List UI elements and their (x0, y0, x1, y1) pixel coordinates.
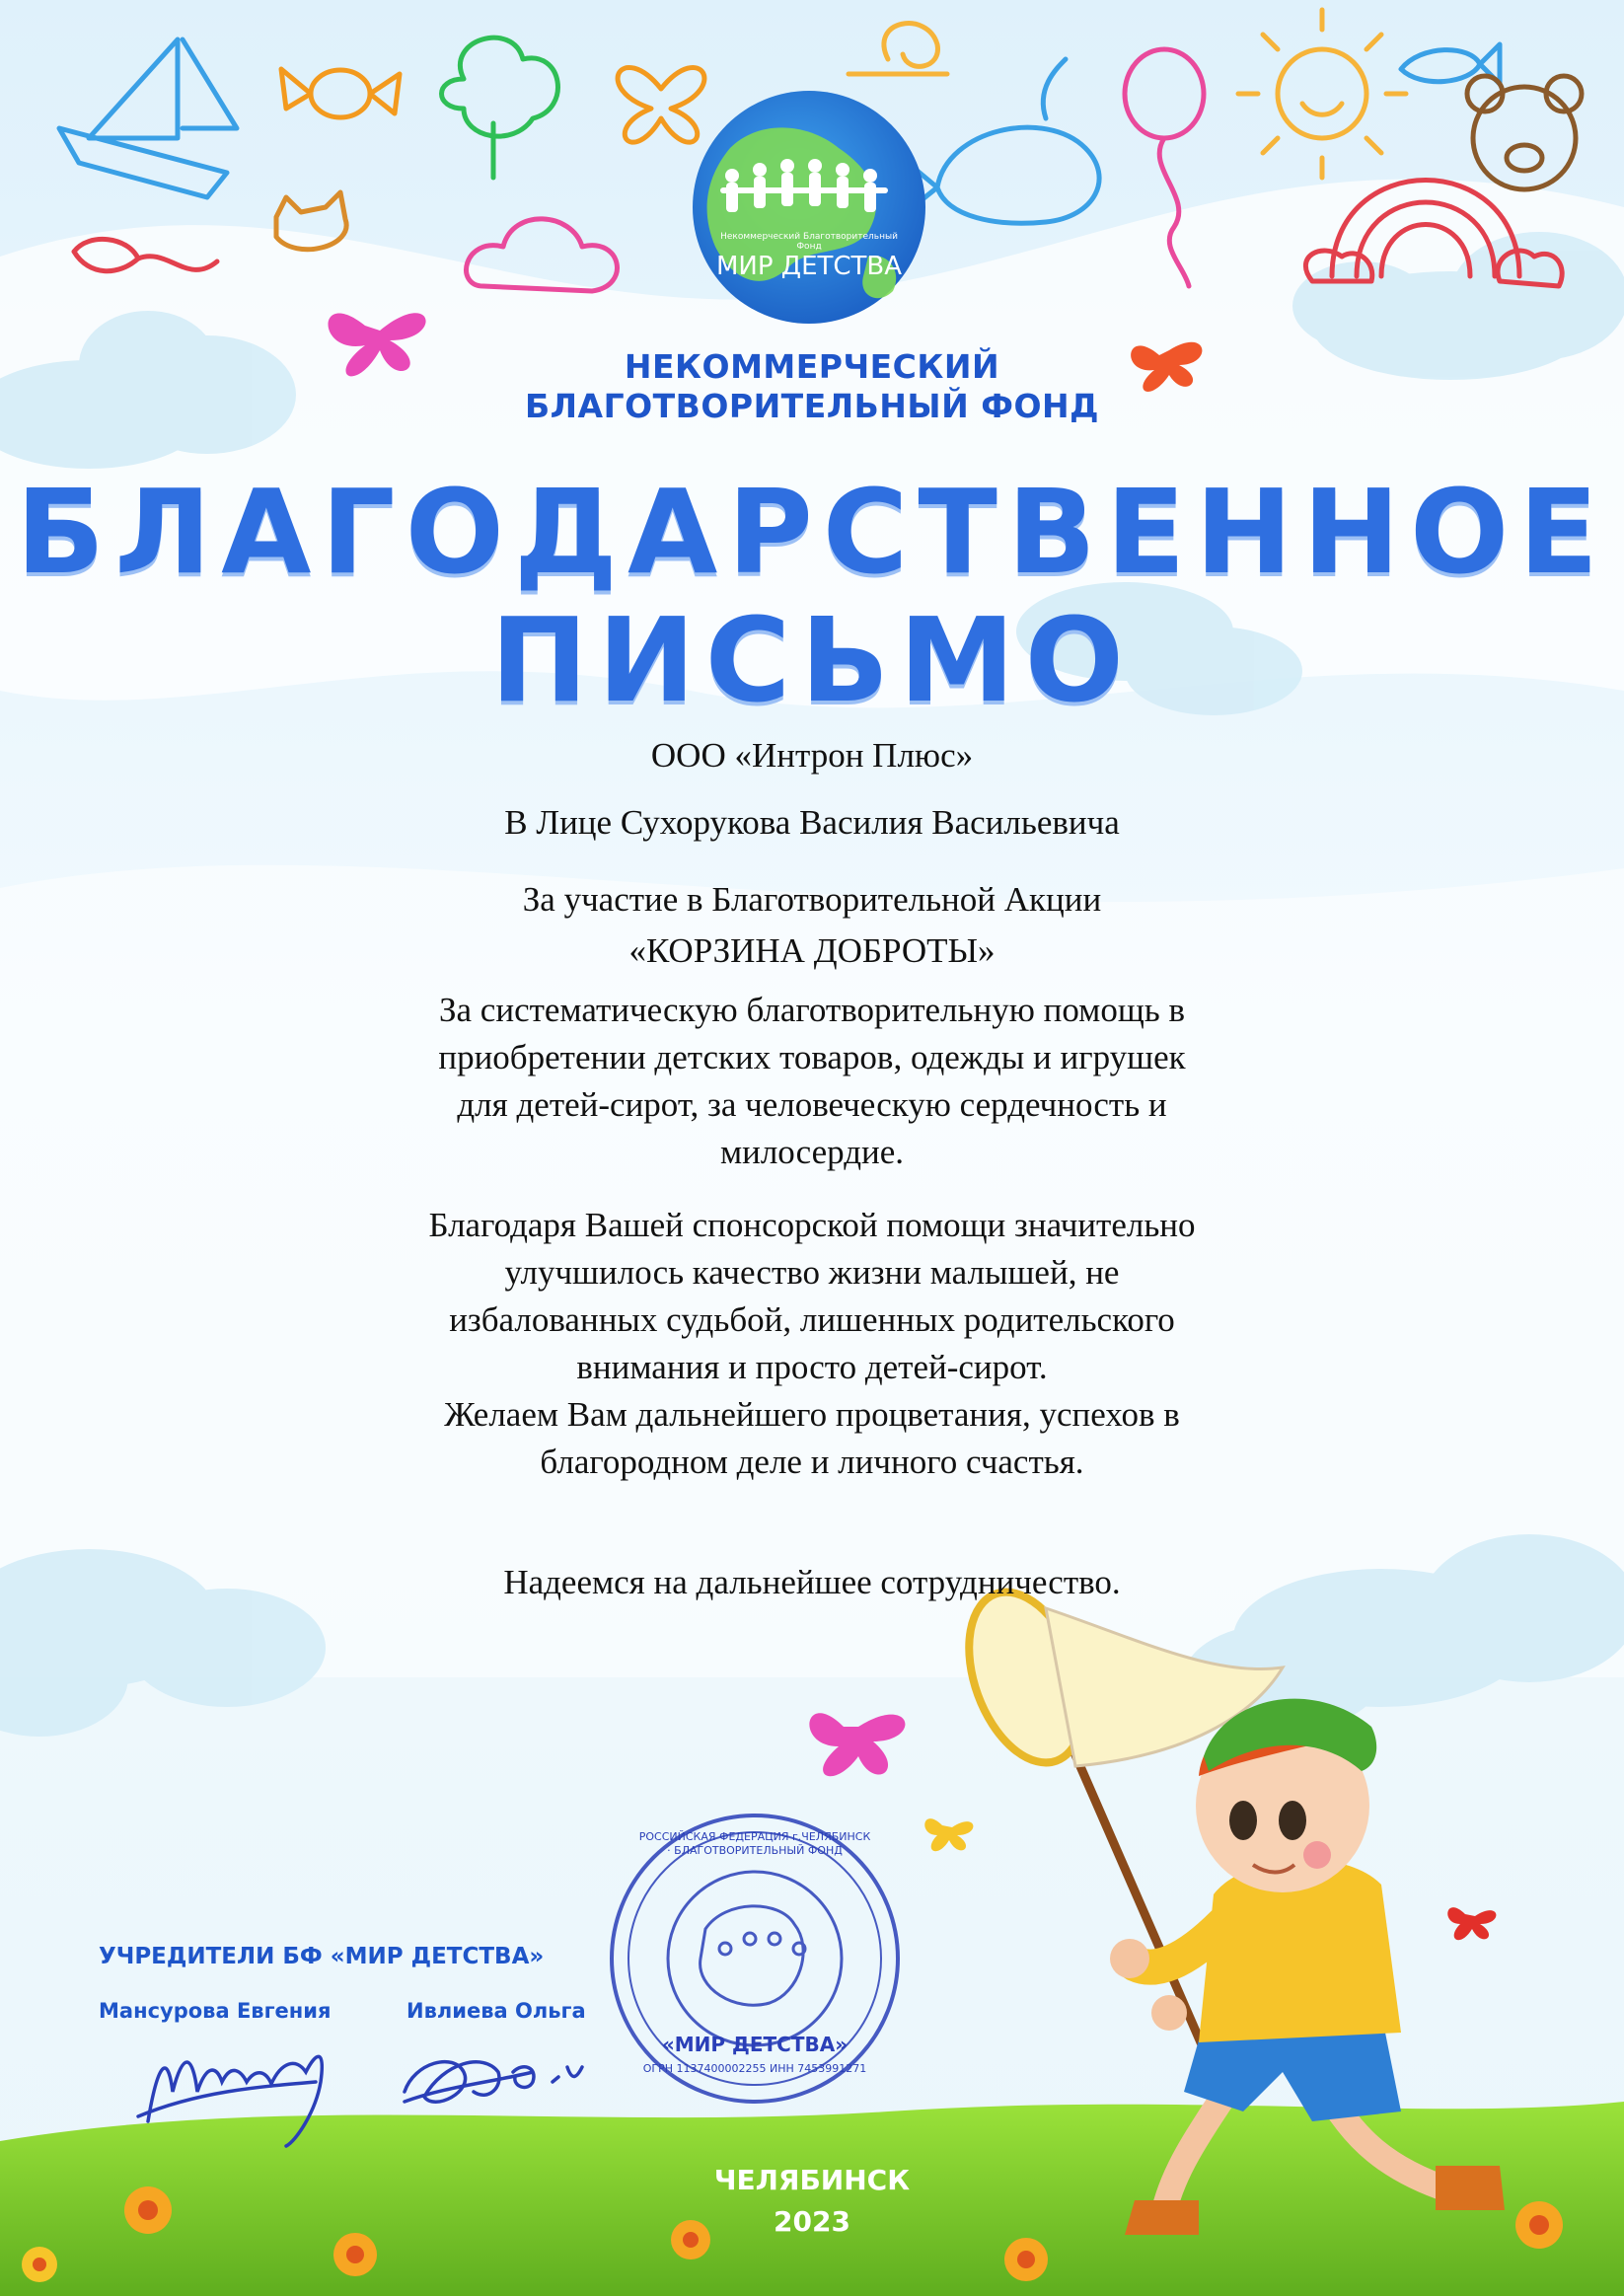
logo-small-text: Некоммерческий Благотворительный Фонд (720, 232, 898, 252)
paragraph-1-line: милосердие. (719, 1133, 905, 1171)
letter-title-line2: ПИСЬМО (490, 592, 1134, 728)
org-name-line1: НЕКОММЕРЧЕСКИЙ (624, 347, 1000, 386)
letter-title-line1: БЛАГОДАРСТВЕННОЕ (16, 464, 1608, 600)
stamp-ids: ОГРН 1137400002255 ИНН 7453991271 (642, 2062, 867, 2075)
paragraph-2-line: избалованных судьбой, лишенных родительского (449, 1300, 1175, 1339)
footer-year: 2023 (774, 2205, 850, 2238)
recipient-person: В Лице Сухорукова Василия Васильевича (504, 803, 1120, 842)
paragraph-1-line: приобретении детских товаров, одежды и игрушек (438, 1038, 1186, 1076)
logo-name-text: МИР ДЕТСТВА (715, 252, 903, 281)
reason-line1: За участие в Благотворительной Акции (522, 880, 1102, 919)
paragraph-2-line: внимания и просто детей-сирот. (576, 1348, 1048, 1386)
paragraph-2-line: Желаем Вам дальнейшего процветания, успехов в (444, 1395, 1180, 1434)
paragraph-2-line: улучшилось качество жизни малышей, не (504, 1253, 1120, 1292)
paragraph-2 (0, 1202, 1624, 1486)
grass-field (0, 2102, 1624, 2296)
founders-heading: УЧРЕДИТЕЛИ БФ «МИР ДЕТСТВА» (99, 1944, 545, 1969)
paragraph-1 (0, 987, 1624, 1176)
org-name-line2: БЛАГОТВОРИТЕЛЬНЫЙ ФОНД (524, 387, 1100, 425)
foundation-globe-logo (693, 91, 925, 324)
closing-line: Надеемся на дальнейшее сотрудничество. (503, 1563, 1121, 1601)
paragraph-1-line: За систематическую благотворительную помощь в (438, 991, 1186, 1029)
paragraph-2-line: благородном деле и личного счастья. (540, 1443, 1084, 1481)
paragraph-1-line: для детей-сирот, за человеческую сердечность и (457, 1085, 1167, 1124)
stamp-name: «МИР ДЕТСТВА» (661, 2033, 849, 2056)
reason-line2: «КОРЗИНА ДОБРОТЫ» (628, 931, 996, 970)
stamp-ring-text: РОССИЙСКАЯ ФЕДЕРАЦИЯ г.ЧЕЛЯБИНСК · БЛАГОТВОРИТЕЛЬНЫЙ ФОНД (638, 1830, 871, 1857)
footer-city: ЧЕЛЯБИНСК (713, 2164, 911, 2196)
recipient-company: ООО «Интрон Плюс» (650, 736, 974, 775)
founder-2-name: Ивлиева Ольга (406, 1999, 586, 2023)
paragraph-2-line: Благодаря Вашей спонсорской помощи значительно (428, 1206, 1196, 1244)
founder-1-name: Мансурова Евгения (99, 1999, 332, 2023)
